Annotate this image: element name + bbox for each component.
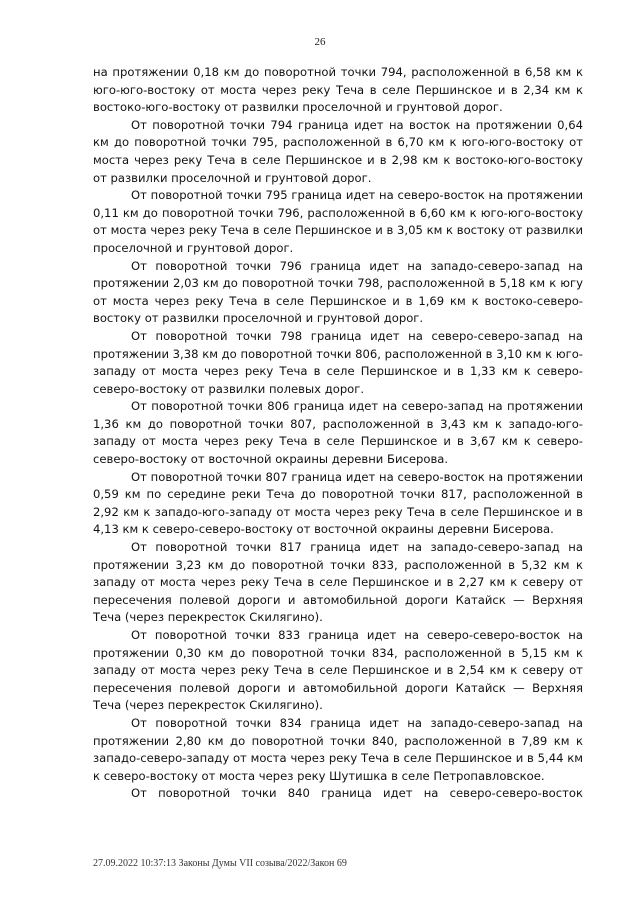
paragraph: От поворотной точки 833 граница идет на северо-северо-восток на протяжении 0,30 км до поворотной точки 834, расположенной в 5,15 км к западу от моста через реку Теча в селе Першинское и в 2,54 км к северу от пересечения полевой дороги и автомобильной дороги Катайск — Верхняя Теча (через перекресток Скилягино). [93,628,583,713]
paragraph-truncated: От поворотной точки 840 граница идет на северо-северо-восток [131,786,583,801]
footer-stamp: 27.09.2022 10:37:13 Законы Думы VII созыва/2022/Закон 69 [93,858,347,869]
paragraph: От поворотной точки 807 граница идет на северо-восток на протяжении 0,59 км по середине реки Теча до поворотной точки 817, расположенной в 2,92 км к западо-юго-западу от моста через реку Теча в селе Першинское и в 4,13 км к северо-северо-востоку от восточной окраины деревни Бисерова. [93,469,583,537]
paragraph: От поворотной точки 817 граница идет на западо-северо-запад на протяжении 3,23 км до поворотной точки 833, расположенной в 5,32 км к западу от моста через реку Теча в селе Першинское и в 2,27 км к северу от пересечения полевой дороги и автомобильной дороги Катайск — Верхняя Теча (через перекресток Скилягино). [93,540,583,625]
paragraph: От поворотной точки 834 граница идет на западо-северо-запад на протяжении 2,80 км до поворотной точки 840, расположенной в 7,89 км к западо-северо-западу от моста через реку Теча в селе Першинское и в 5,44 км к северо-востоку от моста через реку Шутишка в селе Петропавловское. [93,715,583,783]
page-number: 26 [314,36,326,48]
paragraph: От поворотной точки 796 граница идет на западо-северо-запад на протяжении 2,03 км до поворотной точки 798, расположенной в 5,18 км к югу от моста через реку Теча в селе Першинское и в 1,69 км к востоко-северо-востоку от развилки проселочной и грунтовой дорог. [93,258,583,326]
paragraph-continuation: на протяжении 0,18 км до поворотной точки 794, расположенной в 6,58 км к юго-юго-востоку от моста через реку Теча в селе Першинское и в 2,34 км к востоко-юго-востоку от развилки проселочной и грунтовой дорог. [93,65,583,115]
paragraph: От поворотной точки 798 граница идет на северо-северо-запад на протяжении 3,38 км до поворотной точки 806, расположенной в 3,10 км к юго-западу от моста через реку Теча в селе Першинское и в 1,33 км к северо-северо-востоку от развилки полевых дорог. [93,328,583,396]
document-body [93,64,583,803]
paragraph: От поворотной точки 806 граница идет на северо-запад на протяжении 1,36 км до поворотной точки 807, расположенной в 3,43 км к западо-юго-западу от моста через реку Теча в селе Першинское и в 3,67 км к северо-северо-востоку от восточной окраины деревни Бисерова. [93,399,583,467]
paragraph: От поворотной точки 794 граница идет на восток на протяжении 0,64 км до поворотной точки 795, расположенной в 6,70 км к юго-юго-востоку от моста через реку Теча в селе Першинское и в 2,98 км к востоко-юго-востоку от развилки проселочной и грунтовой дорог. [93,117,583,185]
paragraph: От поворотной точки 795 граница идет на северо-восток на протяжении 0,11 км до поворотной точки 796, расположенной в 6,60 км к юго-юго-востоку от моста через реку Теча в селе Першинское и в 3,05 км к востоку от развилки проселочной и грунтовой дорог. [93,188,583,255]
